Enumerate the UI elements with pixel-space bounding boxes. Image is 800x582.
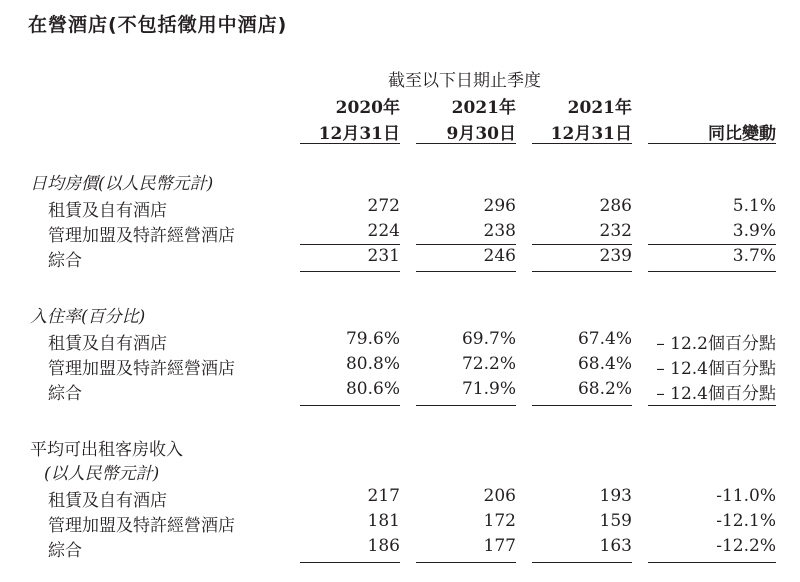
cell-value: 272 xyxy=(367,196,400,216)
row-label: 綜合 xyxy=(48,251,82,271)
cell-value: 163 xyxy=(599,536,632,556)
cell-value: 71.9% xyxy=(461,379,516,399)
cell-value: 79.6% xyxy=(345,329,400,349)
col3-year: 2021年 xyxy=(567,98,632,118)
header-rule-yoy xyxy=(648,143,776,144)
table-row xyxy=(0,536,800,561)
cell-yoy: – 12.4個百分點 xyxy=(656,359,776,379)
cell-value: 206 xyxy=(483,486,516,506)
cell-value: 231 xyxy=(367,246,400,266)
cell-value: 181 xyxy=(367,511,400,531)
total-rule xyxy=(648,405,776,406)
row-label: 租賃及自有酒店 xyxy=(48,334,167,354)
cell-value: 186 xyxy=(367,536,400,556)
cell-yoy: 3.9% xyxy=(732,221,776,241)
cell-value: 238 xyxy=(483,221,516,241)
header-rule-col1 xyxy=(300,143,400,144)
col3-date: 12月31日 xyxy=(550,124,632,144)
cell-value: 217 xyxy=(367,486,400,506)
cell-value: 296 xyxy=(483,196,516,216)
cell-value: 67.4% xyxy=(577,329,632,349)
cell-value: 69.7% xyxy=(461,329,516,349)
cell-value: 80.8% xyxy=(345,354,400,374)
row-label: 管理加盟及特許經營酒店 xyxy=(48,516,235,536)
subtotal-rule xyxy=(416,244,516,245)
cell-value: 68.4% xyxy=(577,354,632,374)
row-label: 租賃及自有酒店 xyxy=(48,491,167,511)
cell-yoy: 3.7% xyxy=(732,246,776,266)
table-row xyxy=(0,486,800,511)
row-label: 綜合 xyxy=(48,384,82,404)
table-row xyxy=(0,196,800,221)
table-row xyxy=(0,329,800,354)
cell-value: 68.2% xyxy=(577,379,632,399)
group-title-revpar: 平均可出租客房收入 xyxy=(30,440,183,460)
group-subtitle-revpar: (以人民幣元計) xyxy=(44,464,160,484)
group-title-occupancy: 入住率(百分比) xyxy=(30,307,146,327)
cell-value: 246 xyxy=(483,246,516,266)
table-row xyxy=(0,221,800,246)
cell-value: 239 xyxy=(599,246,632,266)
cell-value: 159 xyxy=(599,511,632,531)
total-rule xyxy=(648,271,776,272)
subtotal-rule xyxy=(300,244,400,245)
total-rule xyxy=(532,405,632,406)
row-label: 租賃及自有酒店 xyxy=(48,201,167,221)
subtotal-rule xyxy=(648,244,776,245)
cell-value: 177 xyxy=(483,536,516,556)
cell-yoy: -12.2% xyxy=(716,536,776,556)
cell-yoy: -12.1% xyxy=(716,511,776,531)
cell-value: 72.2% xyxy=(461,354,516,374)
table-row xyxy=(0,354,800,379)
total-rule xyxy=(300,405,400,406)
cell-value: 193 xyxy=(599,486,632,506)
table-row xyxy=(0,511,800,536)
cell-yoy: 5.1% xyxy=(732,196,776,216)
col1-year: 2020年 xyxy=(335,98,400,118)
cell-yoy: – 12.2個百分點 xyxy=(656,334,776,354)
cell-yoy: -11.0% xyxy=(716,486,776,506)
total-rule xyxy=(300,271,400,272)
cell-yoy: – 12.4個百分點 xyxy=(656,384,776,404)
total-rule xyxy=(648,562,776,563)
cell-value: 172 xyxy=(483,511,516,531)
total-rule xyxy=(416,405,516,406)
total-rule xyxy=(532,271,632,272)
table-row xyxy=(0,379,800,404)
cell-value: 80.6% xyxy=(345,379,400,399)
total-rule xyxy=(416,562,516,563)
total-rule xyxy=(300,562,400,563)
col2-year: 2021年 xyxy=(451,98,516,118)
table-row xyxy=(0,246,800,271)
row-label: 管理加盟及特許經營酒店 xyxy=(48,359,235,379)
period-header: 截至以下日期止季度 xyxy=(388,71,541,91)
col1-date: 12月31日 xyxy=(318,124,400,144)
row-label: 綜合 xyxy=(48,541,82,561)
table-title: 在營酒店(不包括徵用中酒店) xyxy=(28,14,288,36)
yoy-header: 同比變動 xyxy=(708,124,776,144)
group-title-adr: 日均房價(以人民幣元計) xyxy=(30,174,214,194)
col2-date: 9月30日 xyxy=(446,124,516,144)
row-label: 管理加盟及特許經營酒店 xyxy=(48,226,235,246)
cell-value: 232 xyxy=(599,221,632,241)
cell-value: 286 xyxy=(599,196,632,216)
cell-value: 224 xyxy=(367,221,400,241)
total-rule xyxy=(416,271,516,272)
header-rule-col2 xyxy=(416,143,516,144)
subtotal-rule xyxy=(532,244,632,245)
header-rule-col3 xyxy=(532,143,632,144)
total-rule xyxy=(532,562,632,563)
